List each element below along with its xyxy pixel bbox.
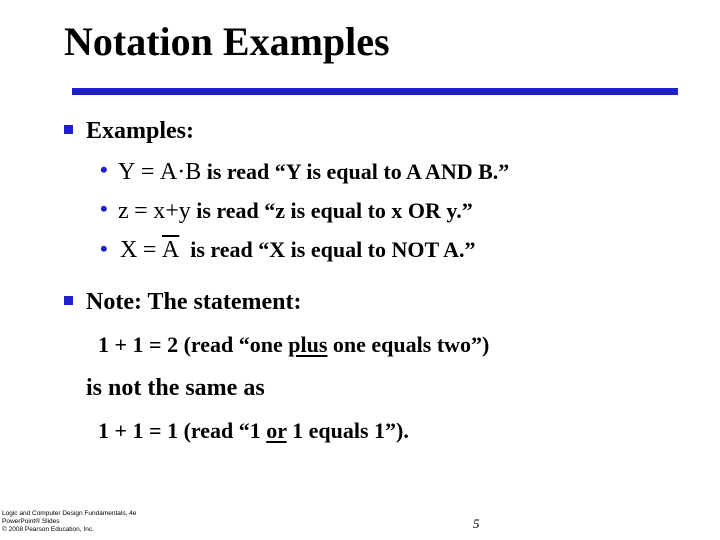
statement-or	[98, 417, 409, 445]
expr-equals: =	[140, 159, 155, 185]
example-text: is read “Y is equal to A AND B.”	[201, 159, 510, 184]
not-same-text: is not the same as	[86, 375, 265, 401]
expr-operand-b: B	[185, 159, 202, 185]
example-or	[118, 197, 473, 225]
example-not	[120, 236, 475, 264]
or-operator: +	[165, 198, 179, 224]
statement-plus	[98, 331, 489, 359]
page-number: 5	[473, 516, 480, 531]
and-operator: ·	[177, 159, 186, 185]
example-and	[118, 158, 509, 186]
footer-line: PowerPoint® Slides	[2, 518, 60, 525]
expr-lhs: Y	[118, 159, 136, 185]
square-bullet-icon	[64, 296, 73, 305]
expr-lhs: X	[120, 237, 138, 263]
bullet-examples: Examples:	[86, 118, 194, 144]
slide-title: Notation Examples	[64, 19, 390, 64]
bullet-dot-icon: •	[100, 196, 108, 221]
expr-operand-a: x	[153, 198, 166, 224]
footer-credits	[2, 510, 202, 534]
expr-equals: =	[134, 198, 148, 224]
statement-post: 1 equals 1”).	[286, 418, 409, 443]
statement-underlined: or	[266, 418, 287, 443]
expr-not-a: $\overline{A}$	[161, 237, 180, 263]
bullet-dot-icon: •	[100, 236, 108, 261]
expr-lhs: z	[118, 198, 129, 224]
footer-line: © 2008 Pearson Education, Inc.	[2, 526, 94, 533]
statement-underlined: plus	[288, 332, 328, 357]
square-bullet-icon	[64, 125, 73, 134]
title-divider	[72, 88, 678, 95]
expr-operand-b: y	[178, 198, 191, 224]
bullet-note: Note: The statement:	[86, 289, 302, 315]
statement-pre: 1 + 1 = 2 (read “one	[98, 332, 289, 357]
example-text: is read “X is equal to NOT A.”	[184, 237, 476, 262]
statement-post: one equals two”)	[327, 332, 490, 357]
footer-line: Logic and Computer Design Fundamentals, 4e	[2, 510, 137, 517]
expr-operand-a: A	[159, 159, 178, 185]
example-text: is read “z is equal to x OR y.”	[190, 198, 473, 223]
statement-pre: 1 + 1 = 1 (read “1	[98, 418, 267, 443]
expr-equals: =	[142, 237, 157, 263]
bullet-dot-icon: •	[100, 157, 108, 182]
